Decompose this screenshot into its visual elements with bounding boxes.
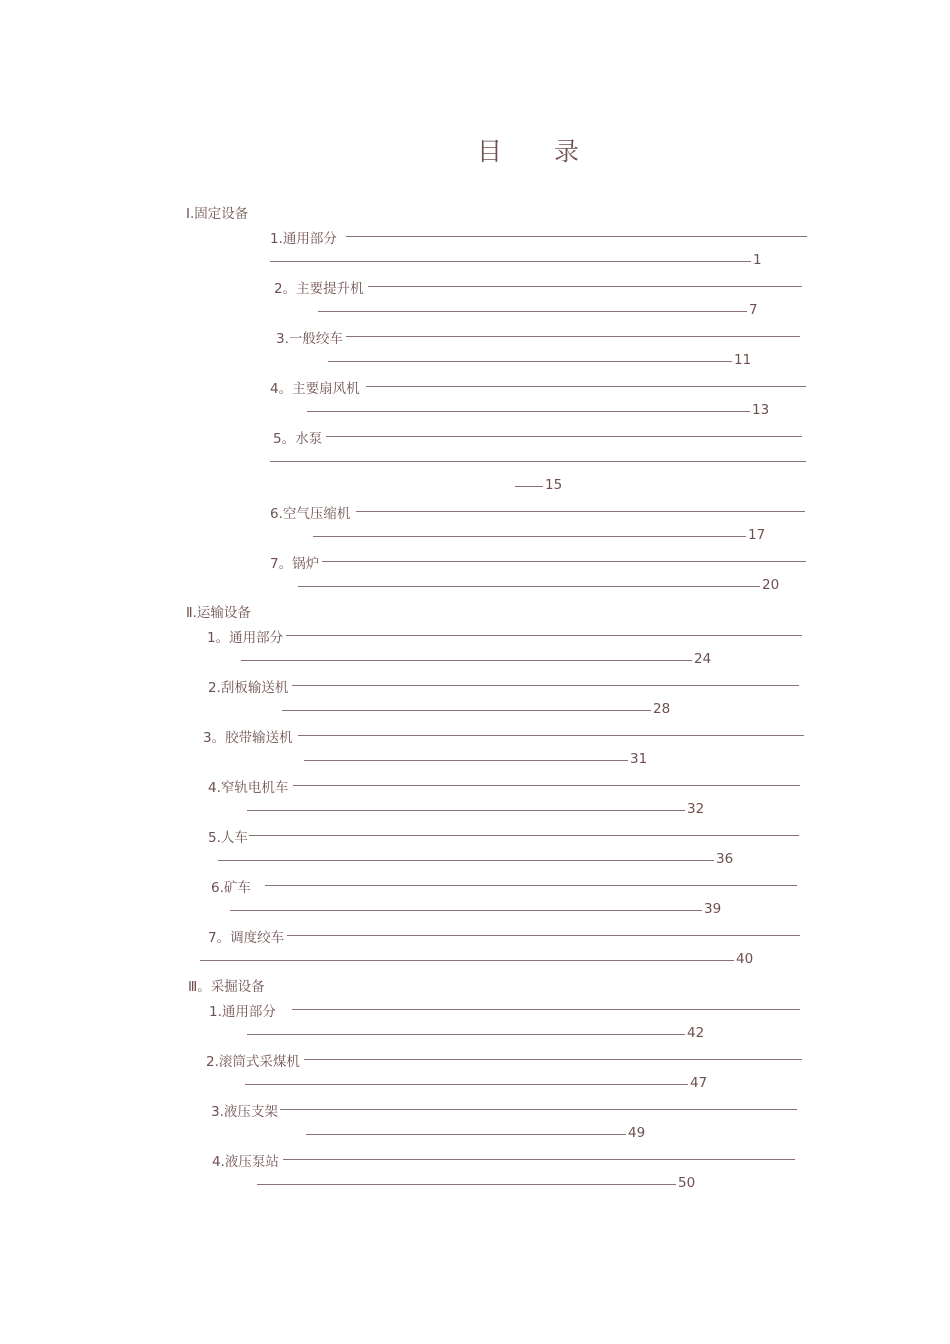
toc-leader	[241, 660, 692, 661]
toc-page-number: 49	[628, 1125, 646, 1141]
toc-leader	[298, 586, 760, 587]
toc-leader	[306, 1134, 626, 1135]
toc-entry-label[interactable]: 1.通用部分	[270, 227, 338, 247]
toc-leader	[257, 1184, 676, 1185]
toc-leader	[270, 261, 751, 262]
toc-page-number: 15	[545, 477, 563, 493]
toc-leader	[318, 311, 747, 312]
toc-leader	[515, 486, 543, 487]
toc-entry-label[interactable]: 4。主要扇风机	[270, 377, 361, 397]
toc-entry-label[interactable]: 4.窄轨电机车	[208, 776, 289, 796]
toc-page-number: 40	[736, 951, 754, 967]
toc-entry-label[interactable]: 4.液压泵站	[212, 1150, 280, 1170]
toc-leader	[283, 1159, 795, 1160]
toc-leader	[265, 885, 797, 886]
toc-page-number: 50	[678, 1175, 696, 1191]
toc-entry-label[interactable]: 2.滚筒式采煤机	[206, 1050, 301, 1070]
toc-leader	[282, 710, 651, 711]
toc-entry-label[interactable]: 6.空气压缩机	[270, 502, 351, 522]
toc-page-number: 7	[749, 302, 758, 318]
toc-entry-label[interactable]: 1。通用部分	[207, 626, 284, 646]
page-title: 目 录	[477, 137, 601, 166]
toc-leader	[293, 785, 800, 786]
toc-page-number: 42	[687, 1025, 705, 1041]
toc-entry-label[interactable]: 7。锅炉	[270, 552, 320, 572]
toc-leader	[326, 436, 802, 437]
toc-page-number: 28	[653, 701, 671, 717]
toc-page-number: 32	[687, 801, 705, 817]
toc-leader	[270, 461, 806, 462]
toc-entry-label[interactable]: 5。水泵	[273, 427, 323, 447]
toc-leader	[218, 860, 714, 861]
toc-leader	[307, 411, 750, 412]
toc-entry-label[interactable]: 7。调度绞车	[208, 926, 285, 946]
toc-page-number: 47	[690, 1075, 708, 1091]
toc-leader	[286, 635, 802, 636]
toc-entry-label[interactable]: 3.一般绞车	[276, 327, 344, 347]
toc-leader	[292, 685, 799, 686]
toc-leader	[322, 561, 806, 562]
toc-entry-label[interactable]: 3。胶带输送机	[203, 726, 294, 746]
section-heading-transport-equipment: Ⅱ.运输设备	[186, 605, 251, 621]
toc-leader	[292, 1009, 800, 1010]
toc-leader	[346, 236, 807, 237]
toc-leader	[304, 1059, 802, 1060]
toc-leader	[366, 386, 806, 387]
toc-page-number: 20	[762, 577, 780, 593]
toc-leader	[356, 511, 805, 512]
toc-entry-label[interactable]: 1.通用部分	[209, 1000, 277, 1020]
toc-entry-label[interactable]: 3.液压支架	[211, 1100, 279, 1120]
toc-entry-label[interactable]: 5.人车	[208, 826, 249, 846]
toc-page-number: 39	[704, 901, 722, 917]
toc-leader	[280, 1109, 797, 1110]
toc-leader	[200, 960, 734, 961]
toc-page-number: 31	[630, 751, 648, 767]
toc-entry-label[interactable]: 6.矿车	[211, 876, 252, 896]
toc-leader	[247, 1034, 685, 1035]
toc-page-number: 1	[753, 252, 762, 268]
toc-page-number: 24	[694, 651, 712, 667]
toc-leader	[230, 910, 702, 911]
section-heading-fixed-equipment: Ⅰ.固定设备	[186, 206, 249, 222]
toc-entry-label[interactable]: 2.刮板输送机	[208, 676, 289, 696]
toc-leader	[368, 286, 802, 287]
toc-page-number: 11	[734, 352, 752, 368]
toc-leader	[313, 536, 746, 537]
toc-leader	[304, 760, 628, 761]
toc-leader	[247, 810, 685, 811]
toc-page-number: 17	[748, 527, 766, 543]
section-heading-mining-equipment: Ⅲ。采掘设备	[188, 979, 265, 995]
toc-leader	[249, 835, 799, 836]
toc-leader	[328, 361, 732, 362]
toc-entry-label[interactable]: 2。主要提升机	[274, 277, 365, 297]
toc-leader	[287, 935, 800, 936]
toc-page-number: 13	[752, 402, 770, 418]
toc-leader	[298, 735, 804, 736]
toc-leader	[346, 336, 800, 337]
toc-page-number: 36	[716, 851, 734, 867]
toc-leader	[245, 1084, 688, 1085]
